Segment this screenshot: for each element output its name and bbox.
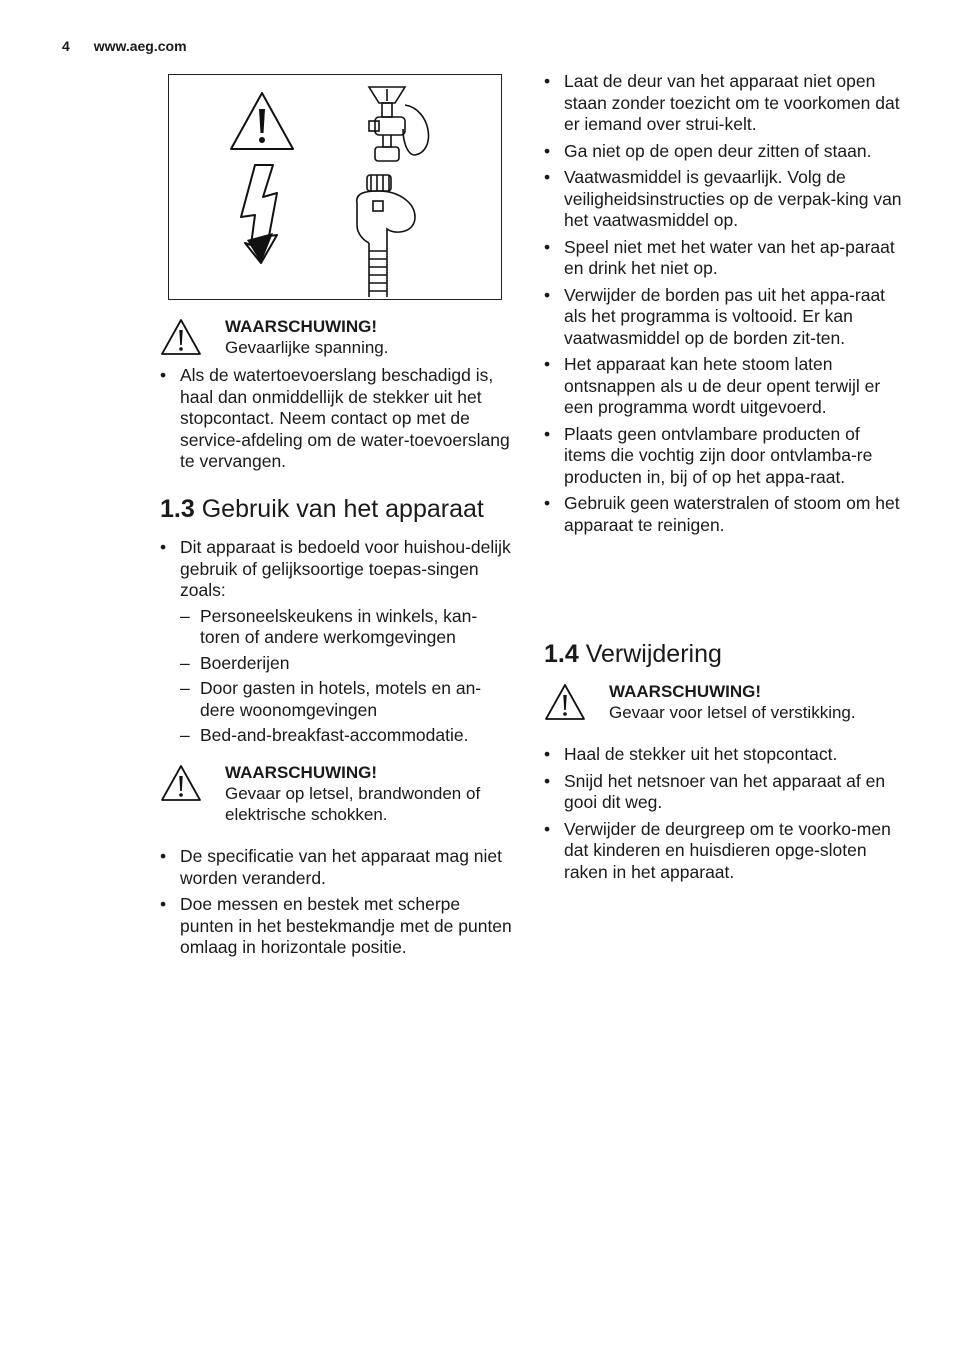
list-item	[160, 537, 515, 747]
bullet-list-hose	[160, 365, 515, 478]
list-item: • Vaatwasmiddel is gevaarlijk. Volg de veiligheidsinstructies op de verpak-king van het vaatwasmiddel op.	[544, 167, 902, 232]
section-number: 1.4	[544, 640, 579, 668]
section-title: Gebruik van het apparaat	[201, 495, 484, 523]
warning-triangle-icon	[231, 93, 293, 149]
bullet-list-disposal	[544, 744, 900, 888]
sub-list-item: – Boerderijen	[180, 653, 515, 675]
list-item: • Haal de stekker uit het stopcontact.	[544, 744, 900, 766]
sub-list	[180, 606, 515, 747]
section-heading-1-3	[160, 494, 484, 524]
warning-electrical	[160, 316, 515, 360]
bullet-list-use	[160, 537, 515, 752]
list-item: • Plaats geen ontvlambare producten of items die vochtig zijn door ontvlamba-re producten in, bij of op het appa-raat.	[544, 424, 902, 489]
sub-list-item: – Personeelskeukens in winkels, kan-toren of andere werkomgevingen	[180, 606, 515, 649]
list-item: • Als de watertoevoerslang beschadigd is, haal dan onmiddellijk de stekker uit het stopcontact. Neem contact op met de service-afdeling om de water-toevoerslang te vervangen.	[160, 365, 515, 473]
warning-triangle-icon	[160, 318, 202, 356]
list-item: • Snijd het netsnoer van het apparaat af en gooi dit weg.	[544, 771, 900, 814]
sub-list-item: – Bed-and-breakfast-accommodatie.	[180, 725, 515, 747]
sub-list-item: – Door gasten in hotels, motels en an-dere woonomgevingen	[180, 678, 515, 721]
list-item: • Speel niet met het water van het ap-paraat en drink het niet op.	[544, 237, 902, 280]
site-url: www.aeg.com	[93, 38, 187, 54]
list-item-text: Dit apparaat is bedoeld voor huishou-delijk gebruik of gelijksoortige toepas-singen zoals:	[180, 537, 511, 600]
bullet-list-door	[544, 71, 902, 541]
list-item: • Het apparaat kan hete stoom laten ontsnappen als u de deur opent terwijl er een programma wordt uitgevoerd.	[544, 354, 902, 419]
warning-title: WAARSCHUWING!	[609, 682, 762, 701]
bullet-list-specs	[160, 846, 515, 964]
warning-injury	[160, 762, 515, 828]
page-header	[62, 38, 187, 54]
list-item: • Ga niet op de open deur zitten of staan.	[544, 141, 902, 163]
safety-illustration	[168, 74, 502, 300]
warning-title: WAARSCHUWING!	[225, 317, 378, 336]
section-heading-1-4	[544, 639, 722, 669]
warning-triangle-icon	[160, 764, 202, 802]
warning-text: Gevaar op letsel, brandwonden of elektrische schokken.	[225, 784, 481, 824]
section-title: Verwijdering	[585, 640, 722, 668]
list-item: • De specificatie van het apparaat mag niet worden veranderd.	[160, 846, 515, 889]
list-item: • Laat de deur van het apparaat niet open staan zonder toezicht om te voorkomen dat er iemand over strui-kelt.	[544, 71, 902, 136]
warning-triangle-icon	[544, 683, 586, 721]
list-item: • Doe messen en bestek met scherpe punten in het bestekmandje met de punten omlaag in horizontale positie.	[160, 894, 515, 959]
list-item: • Verwijder de borden pas uit het appa-raat als het programma is voltooid. Er kan vaatwasmiddel op de borden zit-ten.	[544, 285, 902, 350]
warning-suffocation	[544, 681, 900, 725]
warning-title: WAARSCHUWING!	[225, 763, 378, 782]
page-number: 4	[62, 38, 70, 54]
hose-connector-icon	[357, 175, 415, 297]
list-item: • Gebruik geen waterstralen of stoom om het apparaat te reinigen.	[544, 493, 902, 536]
section-number: 1.3	[160, 495, 195, 523]
lightning-bolt-icon	[241, 165, 277, 263]
list-item: • Verwijder de deurgreep om te voorko-men dat kinderen en huisdieren opge-sloten raken in het apparaat.	[544, 819, 900, 884]
water-tap-icon	[369, 87, 428, 161]
warning-text: Gevaarlijke spanning.	[225, 338, 389, 357]
warning-text: Gevaar voor letsel of verstikking.	[609, 703, 856, 722]
